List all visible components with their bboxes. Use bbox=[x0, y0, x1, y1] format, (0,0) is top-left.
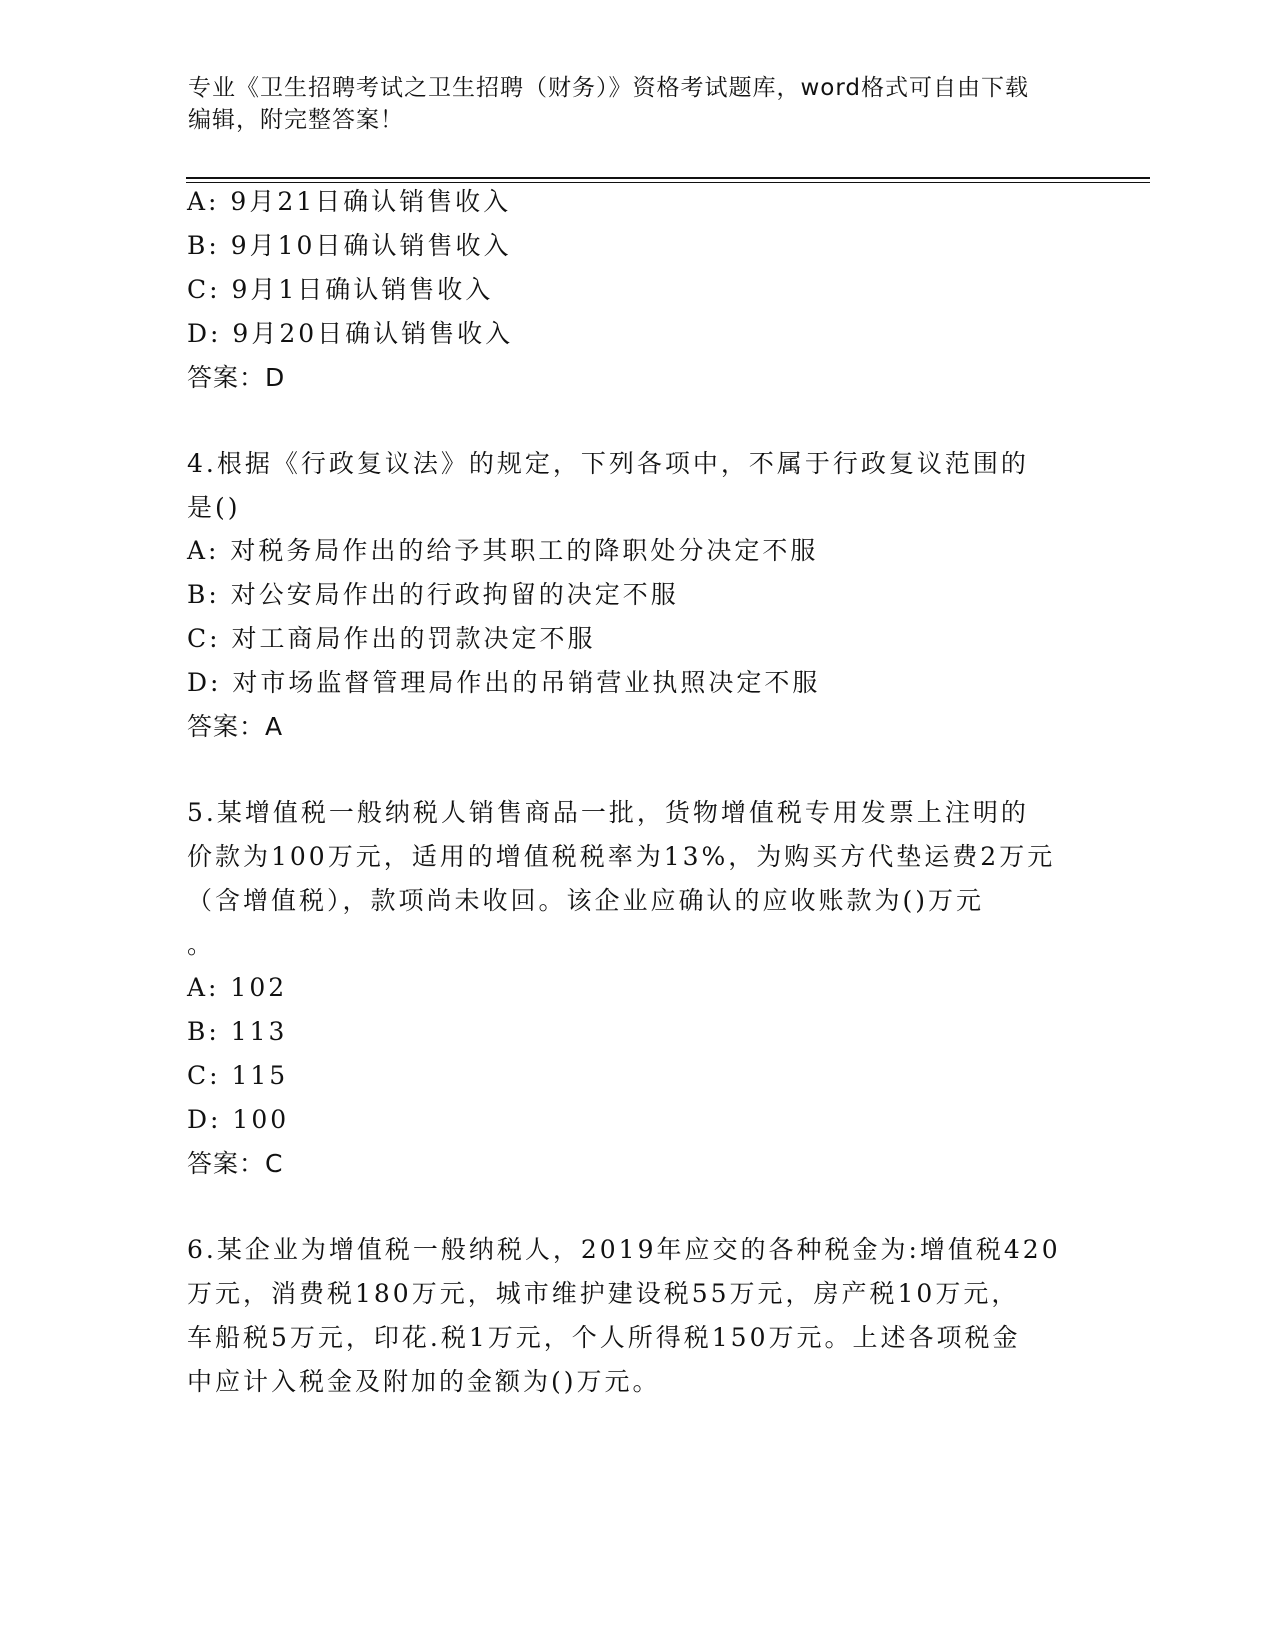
q6-stem-line-3: 车船税5万元，印花.税1万元，个人所得税150万元。上述各项税金 bbox=[187, 1323, 1021, 1352]
q6-stem-line-1: 6.某企业为增值税一般纳税人，2019年应交的各种税金为:增值税420 bbox=[187, 1235, 1061, 1264]
header-line-1: 专业《卫生招聘考试之卫生招聘（财务）》资格考试题库，word格式可自由下载 bbox=[188, 75, 1030, 101]
q6-stem-line-4: 中应计入税金及附加的金额为()万元。 bbox=[187, 1367, 661, 1396]
q4-option-a: A: 对税务局作出的给予其职工的降职处分决定不服 bbox=[187, 536, 819, 565]
q5-option-d: D: 100 bbox=[187, 1105, 290, 1134]
q5-stem-line-4: 。 bbox=[187, 930, 216, 959]
header-divider-thick bbox=[186, 177, 1150, 179]
q3-answer: 答案：D bbox=[187, 363, 286, 392]
q4-stem-line-2: 是() bbox=[187, 493, 241, 522]
q3-option-c: C: 9月1日确认销售收入 bbox=[187, 275, 494, 304]
header-line-2: 编辑，附完整答案！ bbox=[188, 107, 404, 133]
q3-option-d: D: 9月20日确认销售收入 bbox=[187, 319, 514, 348]
q3-option-b: B: 9月10日确认销售收入 bbox=[187, 231, 512, 260]
q6-stem-line-2: 万元，消费税180万元，城市维护建设税55万元，房产税10万元， bbox=[187, 1279, 1020, 1308]
q4-option-c: C: 对工商局作出的罚款决定不服 bbox=[187, 624, 596, 653]
q5-stem-line-1: 5.某增值税一般纳税人销售商品一批，货物增值税专用发票上注明的 bbox=[187, 798, 1029, 827]
q4-option-d: D: 对市场监督管理局作出的吊销营业执照决定不服 bbox=[187, 668, 821, 697]
q4-option-b: B: 对公安局作出的行政拘留的决定不服 bbox=[187, 580, 679, 609]
q3-option-a: A: 9月21日确认销售收入 bbox=[187, 187, 512, 216]
q4-stem-line-1: 4.根据《行政复议法》的规定，下列各项中，不属于行政复议范围的 bbox=[187, 449, 1029, 478]
q5-option-b: B: 113 bbox=[187, 1017, 288, 1046]
q5-option-a: A: 102 bbox=[187, 973, 288, 1002]
document-header bbox=[188, 72, 1088, 136]
q5-option-c: C: 115 bbox=[187, 1061, 289, 1090]
q5-stem-line-3: （含增值税），款项尚未收回。该企业应确认的应收账款为()万元 bbox=[187, 886, 985, 915]
q5-answer: 答案：C bbox=[187, 1149, 284, 1178]
q4-answer: 答案：A bbox=[187, 712, 284, 741]
header-divider-thin bbox=[186, 182, 1150, 183]
q5-stem-line-2: 价款为100万元，适用的增值税税率为13%，为购买方代垫运费2万元 bbox=[187, 842, 1056, 871]
